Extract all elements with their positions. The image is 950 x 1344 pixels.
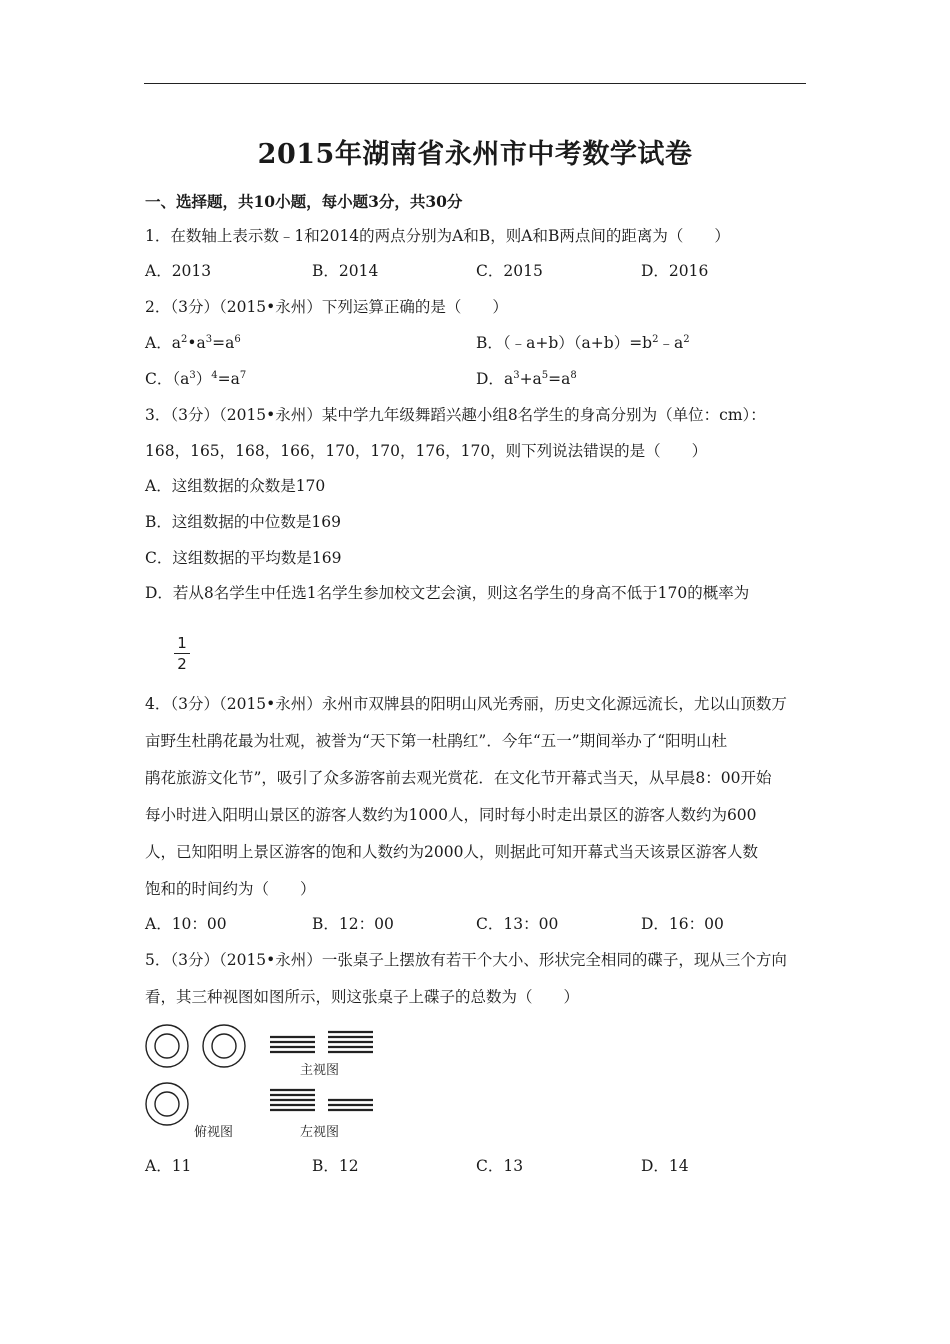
q3-option-a: A．这组数据的众数是170 bbox=[145, 477, 326, 495]
q4-line2: 亩野生杜鹃花最为壮观，被誉为“天下第一杜鹃红”．今年“五一”期间举办了“阳明山杜 bbox=[145, 732, 728, 750]
q3-option-c: C．这组数据的平均数是169 bbox=[145, 549, 342, 567]
q3-stem-line1: 3．（3分）（2015•永州）某中学九年级舞蹈兴趣小组8名学生的身高分别为（单位：cm）： bbox=[145, 406, 766, 424]
q2-option-a: A．$a^2•a^3=a^6$ bbox=[145, 334, 241, 352]
q4-line1: 4．（3分）（2015•永州）永州市双牌县的阳明山风光秀丽，历史文化源远流长，尤以山顶数万 bbox=[145, 695, 787, 713]
q5-option-c: C．13 bbox=[476, 1157, 524, 1175]
top-view-plate-2 bbox=[203, 1025, 245, 1067]
q1-stem: 1．在数轴上表示数﹣1和2014的两点分别为A和B，则A和B两点间的距离为（ ） bbox=[145, 227, 730, 245]
left-view-stack-1 bbox=[270, 1090, 315, 1110]
q3-option-d: D．若从8名学生中任选1名学生参加校文艺会演，则这名学生的身高不低于170的概率为 bbox=[145, 584, 750, 602]
q3-option-b: B．这组数据的中位数是169 bbox=[145, 513, 341, 531]
q4-line6: 饱和的时间约为（ ） bbox=[145, 880, 316, 898]
fraction-bar bbox=[174, 653, 190, 654]
q2-option-c: C．$(a^3)^4=a^7$ bbox=[145, 370, 247, 388]
q3-fraction bbox=[174, 634, 190, 673]
fraction-denominator: 2 bbox=[177, 655, 187, 673]
q1-option-c: C．2015 bbox=[476, 262, 543, 280]
q4-line4: 每小时进入阳明山景区的游客人数约为1000人，同时每小时走出景区的游客人数约为600 bbox=[145, 806, 757, 824]
fraction-numerator: 1 bbox=[177, 634, 187, 652]
q5-line1: 5．（3分）（2015•永州）一张桌子上摆放有若干个大小、形状完全相同的碟子，现从三个方向 bbox=[145, 951, 787, 969]
q4-option-c: C．13：00 bbox=[476, 915, 559, 933]
left-view-label: 左视图 bbox=[300, 1125, 340, 1140]
q5-option-b: B．12 bbox=[312, 1157, 359, 1175]
q4-option-b: B．12：00 bbox=[312, 915, 394, 933]
plates-three-views-figure bbox=[142, 1022, 382, 1144]
q4-option-a: A．10：00 bbox=[145, 915, 227, 933]
q2-option-b: B．$(﹣a+b)(a+b)=b^2﹣a^2$ bbox=[476, 334, 690, 352]
front-view-stack-1 bbox=[270, 1037, 315, 1052]
top-view-plate-3 bbox=[146, 1083, 188, 1125]
page-title: 2015年湖南省永州市中考数学试卷 bbox=[257, 139, 693, 170]
q4-line5: 人，已知阳明上景区游客的饱和人数约为2000人，则据此可知开幕式当天该景区游客人数 bbox=[145, 843, 758, 861]
front-view-label: 主视图 bbox=[300, 1063, 340, 1078]
q2-stem: 2．（3分）（2015•永州）下列运算正确的是（ ） bbox=[145, 298, 508, 316]
q5-option-d: D．14 bbox=[641, 1157, 689, 1175]
left-view-stack-2 bbox=[328, 1100, 373, 1110]
section-heading: 一、选择题，共10小题，每小题3分，共30分 bbox=[145, 192, 463, 211]
q4-option-d: D．16：00 bbox=[641, 915, 724, 933]
q3-stem-line2: 168，165，168，166，170，170，176，170，则下列说法错误的是（ ） bbox=[145, 442, 708, 460]
q1-option-d: D．2016 bbox=[641, 262, 709, 280]
q4-line3: 鹃花旅游文化节”，吸引了众多游客前去观光赏花．在文化节开幕式当天，从早晨8：00开始 bbox=[145, 769, 772, 787]
q5-option-a: A．11 bbox=[145, 1157, 192, 1175]
q2-option-d: D．$a^3+a^5=a^8$ bbox=[476, 370, 577, 388]
q1-option-b: B．2014 bbox=[312, 262, 379, 280]
top-view-plate-1 bbox=[146, 1025, 188, 1067]
front-view-stack-2 bbox=[328, 1032, 373, 1052]
q1-option-a: A．2013 bbox=[145, 262, 212, 280]
top-view-label: 俯视图 bbox=[194, 1125, 234, 1140]
header-rule bbox=[144, 83, 806, 84]
q5-line2: 看，其三种视图如图所示，则这张桌子上碟子的总数为（ ） bbox=[145, 988, 580, 1006]
